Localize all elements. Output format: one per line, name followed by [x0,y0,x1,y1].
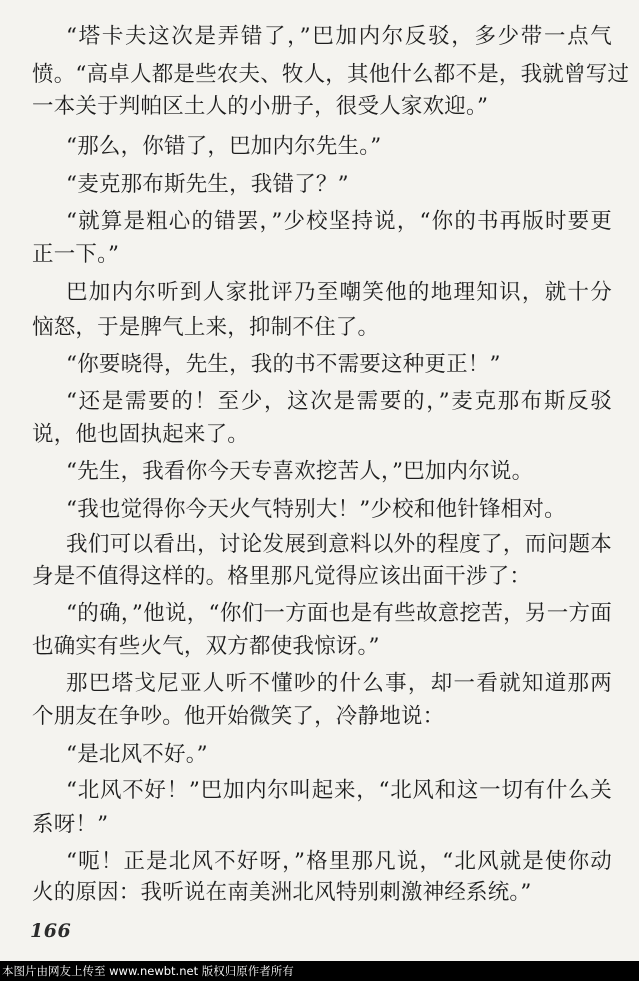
watermark-footer [0,961,639,981]
text-line: 一本关于判帕区土人的小册子，很受人家欢迎。” [32,94,489,119]
text-line: 我们可以看出，讨论发展到意料以外的程度了，而问题本 [66,532,612,557]
text-line: 恼怒，于是脾气上来，抑制不住了。 [32,315,380,340]
text-line: “先生，我看你今天专喜欢挖苦人，”巴加内尔说。 [66,459,534,484]
text-line: “塔卡夫这次是弄错了，”巴加内尔反驳，多少带一点气 [66,24,612,49]
text-line: 说，他也固执起来了。 [32,422,250,447]
text-line: “我也觉得你今天火气特别大！”少校和他针锋相对。 [66,497,566,522]
text-line: “呃！正是北风不好呀，”格里那凡说，“北风就是使你动 [66,849,612,874]
text-line: 巴加内尔听到人家批评乃至嘲笑他的地理知识，就十分 [66,280,612,305]
footer-text: 本图片由网友上传至 www.newbt.net 版权归原作者所有 [2,964,294,978]
text-line: 正一下。” [32,242,120,267]
text-line: 那巴塔戈尼亚人听不懂吵的什么事，却一看就知道那两 [66,671,612,696]
text-line: “就算是粗心的错罢，”少校坚持说，“你的书再版时要更 [66,209,612,234]
text-line: “的确，”他说，“你们一方面也是有些故意挖苦，另一方面 [66,601,612,626]
text-line: 个朋友在争吵。他开始微笑了，冷静地说： [32,704,445,729]
text-line: “那么，你错了，巴加内尔先生。” [66,134,382,159]
text-line: 也确实有些火气，双方都使我惊讶。” [32,634,380,659]
text-line: 火的原因：我听说在南美洲北风特别刺激神经系统。” [32,880,532,905]
text-line: “你要晓得，先生，我的书不需要这种更正！” [66,352,501,377]
text-line: “还是需要的！至少，这次是需要的，”麦克那布斯反驳 [66,389,612,414]
text-line: 系呀！” [32,812,109,837]
page-number: 166 [30,920,72,942]
text-line: “北风不好！”巴加内尔叫起来，“北风和这一切有什么关 [66,778,612,803]
text-line: 愤。“高卓人都是些农夫、牧人，其他什么都不是，我就曾写过 [32,62,630,87]
text-line: “是北风不好。” [66,742,208,767]
text-line: 身是不值得这样的。格里那凡觉得应该出面干涉了： [32,564,532,589]
text-line: “麦克那布斯先生，我错了？” [66,172,349,197]
